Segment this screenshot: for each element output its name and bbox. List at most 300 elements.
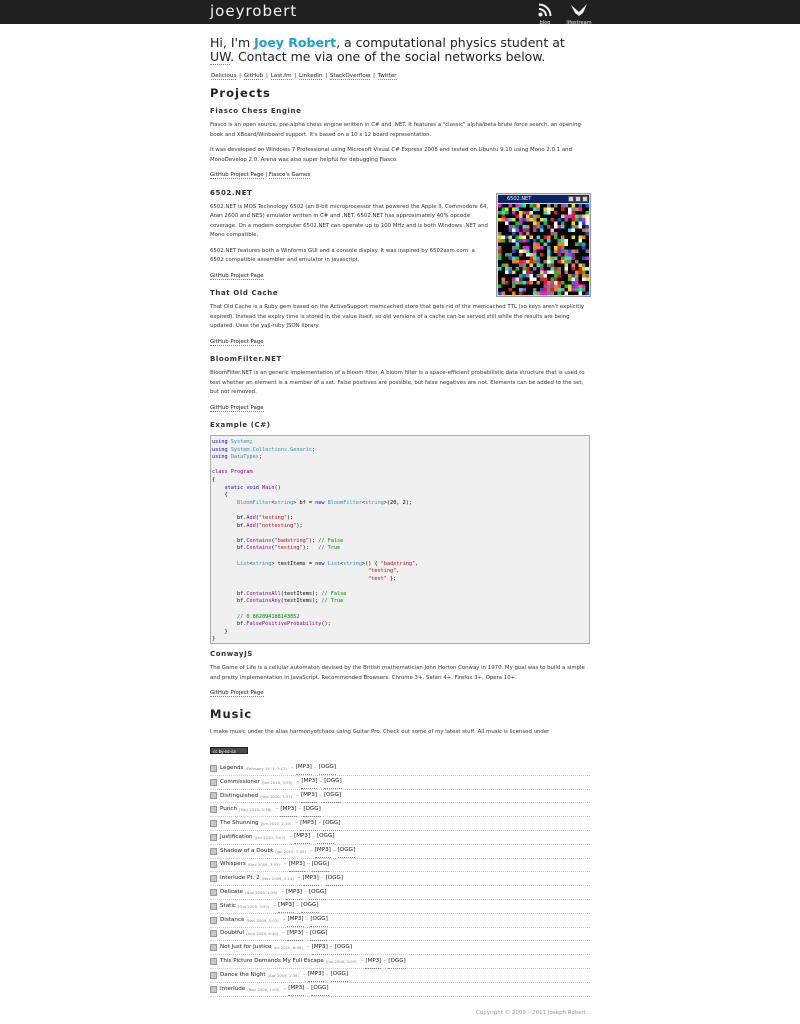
- pixel: [547, 229, 551, 233]
- pixel: [582, 264, 586, 268]
- pixel: [498, 292, 502, 296]
- pixel: [575, 243, 579, 247]
- pixel: [561, 236, 565, 240]
- pixel: [582, 260, 586, 264]
- pixel: [565, 253, 569, 257]
- pixel: [540, 285, 544, 289]
- pixel: [561, 264, 565, 268]
- pixel: [498, 204, 502, 208]
- track-mp3-link[interactable]: [MP3]: [308, 968, 324, 982]
- separator: –: [298, 806, 302, 813]
- pixel: [544, 215, 548, 219]
- pixel: [526, 274, 530, 278]
- pixel: [502, 250, 506, 254]
- pixel: [554, 274, 558, 278]
- separator: –: [305, 930, 308, 937]
- pixel: [575, 222, 579, 226]
- pixel: [568, 250, 572, 254]
- pixel: [579, 208, 583, 212]
- pixel: [519, 204, 523, 208]
- track-date: (Oct 2009, 3:32): [238, 903, 270, 909]
- pixel: [565, 285, 569, 289]
- track-date: (Jun 2008, 3:03): [325, 959, 357, 965]
- track-item: [210, 886, 590, 900]
- pixel: [509, 271, 513, 275]
- track-mp3-link[interactable]: [MP3]: [315, 844, 331, 858]
- net6502-screenshot[interactable]: [496, 193, 591, 297]
- track-mp3-link[interactable]: [MP3]: [303, 872, 319, 886]
- pixel: [526, 239, 530, 243]
- pixel: [544, 274, 548, 278]
- pixel: [519, 271, 523, 275]
- pixel: [558, 292, 562, 296]
- pixel: [498, 264, 502, 268]
- pixel: [526, 222, 530, 226]
- pixel: [516, 218, 520, 222]
- pixel: [533, 292, 537, 296]
- pixel: [519, 260, 523, 264]
- track-ogg-link[interactable]: [OGG]: [331, 968, 348, 982]
- bloom-example-title: Example (C#): [210, 421, 271, 429]
- pixel: [537, 250, 541, 254]
- cache-title: That Old Cache: [210, 289, 279, 297]
- license-badge[interactable]: cc by-nc-sa: [210, 747, 248, 754]
- separator: –: [282, 916, 286, 923]
- pixel: [565, 257, 569, 261]
- pixel: [544, 218, 548, 222]
- pixel: [572, 274, 576, 278]
- pixel: [523, 288, 527, 292]
- pixel: [572, 292, 576, 296]
- track-mp3-link[interactable]: [MP3]: [288, 982, 304, 996]
- track-mp3-link[interactable]: [MP3]: [286, 886, 302, 900]
- pixel: [565, 232, 569, 236]
- pixel: [561, 225, 565, 229]
- pixel: [558, 278, 562, 282]
- pixel: [498, 218, 502, 222]
- bloom-title: BloomFilter.NET: [210, 355, 282, 363]
- pixel: [512, 292, 516, 296]
- track-item: [210, 831, 590, 845]
- pixel: [547, 208, 551, 212]
- pixel: [558, 232, 562, 236]
- pixel: [533, 246, 537, 250]
- social-delicious[interactable]: Delicious: [211, 73, 237, 79]
- track-date: (Dec 2009, 3:53): [247, 862, 280, 868]
- track-mp3-link[interactable]: [MP3]: [301, 789, 317, 803]
- track-ogg-link[interactable]: [OGG]: [303, 803, 320, 817]
- track-ogg-link[interactable]: [OGG]: [338, 844, 355, 858]
- pixel: [498, 278, 502, 282]
- pixel: [537, 243, 541, 247]
- pixel: [526, 285, 530, 289]
- pixel: [533, 267, 537, 271]
- pixel: [568, 211, 572, 215]
- net6502-github-link[interactable]: GitHub Project Page: [210, 272, 264, 279]
- pixel: [554, 267, 558, 271]
- pixel: [519, 292, 523, 296]
- conway-github-link[interactable]: GitHub Project Page: [210, 690, 264, 696]
- pixel: [502, 229, 506, 233]
- pixel: [561, 257, 565, 261]
- separator: –: [283, 985, 287, 992]
- bloom-github-link[interactable]: GitHub Project Page: [210, 404, 264, 411]
- pixel: [509, 278, 513, 282]
- pixel: [579, 264, 583, 268]
- pixel: [516, 278, 520, 282]
- pixel: [540, 215, 544, 219]
- track-item: [210, 983, 590, 997]
- pixel: [568, 278, 572, 282]
- pixel: [498, 288, 502, 292]
- pixel: [575, 274, 579, 278]
- pixel: [502, 271, 506, 275]
- social-github[interactable]: GitHub: [243, 73, 264, 79]
- pixel: [516, 292, 520, 296]
- pixel: [533, 225, 537, 229]
- pixel: [533, 264, 537, 268]
- pixel: [551, 225, 555, 229]
- pixel: [523, 222, 527, 226]
- track-name: Delicate: [220, 889, 243, 896]
- pixel: [516, 232, 520, 236]
- pixel: [516, 243, 520, 247]
- pixel: [540, 246, 544, 250]
- pixel: [540, 288, 544, 292]
- pixel: [568, 292, 572, 296]
- pixel: [512, 222, 516, 226]
- track-mp3-link[interactable]: [MP3]: [280, 803, 296, 817]
- pixel: [575, 246, 579, 250]
- pixel: [579, 232, 583, 236]
- pixel: [547, 218, 551, 222]
- pixel: [537, 292, 541, 296]
- pixel: [554, 288, 558, 292]
- pixel: [551, 218, 555, 222]
- site-logo[interactable]: joeyrobert: [210, 2, 298, 20]
- cache-github-link[interactable]: GitHub Project Page: [210, 338, 264, 345]
- track-ogg-link[interactable]: [OGG]: [310, 913, 327, 927]
- pixel: [547, 232, 551, 236]
- nav-blog[interactable]: [533, 2, 557, 26]
- pixel: [505, 278, 509, 282]
- fiasco-github-link[interactable]: GitHub Project Page: [210, 172, 264, 178]
- pixel: [537, 274, 541, 278]
- pixel: [551, 232, 555, 236]
- track-ogg-link[interactable]: [OGG]: [323, 817, 340, 831]
- pixel: [505, 260, 509, 264]
- pixel: [540, 208, 544, 212]
- pixel: [505, 204, 509, 208]
- pixel: [565, 278, 569, 282]
- pixel: [554, 271, 558, 275]
- pixel: [505, 253, 509, 257]
- pixel: [540, 278, 544, 282]
- track-item: [210, 859, 590, 873]
- pixel: [498, 208, 502, 212]
- pixel: [558, 246, 562, 250]
- pixel: [498, 267, 502, 271]
- track-item: [210, 817, 590, 831]
- pixel: [512, 274, 516, 278]
- track-ogg-link[interactable]: [OGG]: [312, 858, 329, 872]
- pixel: [512, 260, 516, 264]
- track-ogg-link[interactable]: [OGG]: [319, 761, 336, 775]
- pixel: [544, 253, 548, 257]
- pixel: [561, 250, 565, 254]
- track-date: (Jun 2010, 2:19): [260, 821, 292, 827]
- pixel: [533, 260, 537, 264]
- separator: –: [309, 847, 313, 854]
- pixel: [533, 229, 537, 233]
- pixel: [582, 271, 586, 275]
- track-ogg-link[interactable]: [OGG]: [309, 886, 326, 900]
- pixel: [519, 264, 523, 268]
- pixel: [505, 281, 509, 285]
- pixel: [551, 264, 555, 268]
- track-ogg-link[interactable]: [OGG]: [324, 789, 341, 803]
- track-ogg-link[interactable]: [OGG]: [388, 955, 405, 969]
- pixel: [537, 288, 541, 292]
- pixel: [554, 215, 558, 219]
- top-bar: [0, 0, 800, 24]
- pixel: [502, 281, 506, 285]
- pixel: [519, 285, 523, 289]
- pixel: [523, 246, 527, 250]
- pixel: [537, 271, 541, 275]
- pixel: [512, 264, 516, 268]
- pixel: [509, 211, 513, 215]
- separator: –: [296, 902, 300, 909]
- pixel: [509, 285, 513, 289]
- pixel: [537, 267, 541, 271]
- pixel: [512, 246, 516, 250]
- pixel: [544, 281, 548, 285]
- pixel: [575, 292, 579, 296]
- pixel: [516, 285, 520, 289]
- pixel: [519, 288, 523, 292]
- pixel: [568, 236, 572, 240]
- pixel: [561, 239, 565, 243]
- track-mp3-link[interactable]: [MP3]: [287, 927, 303, 941]
- pixel: [568, 232, 572, 236]
- pixel: [516, 239, 520, 243]
- pixel: [551, 253, 555, 257]
- pixel: [537, 253, 541, 257]
- pixel: [533, 278, 537, 282]
- pixel: [561, 288, 565, 292]
- fiasco-desc-2: It was developed on Windows 7 Professional using Microsoft Visual C# Express 2008 and tested on Ubuntu 9.10 using Mono 2.0.1 and MonoDevelop 2.0. Arena was also super helpful for debugging Fiasco.: [210, 147, 573, 163]
- pixel: [544, 285, 548, 289]
- pixel: [547, 288, 551, 292]
- pixel: [558, 236, 562, 240]
- pixel: [551, 208, 555, 212]
- track-date: (Sep 2010, 3:37): [260, 793, 293, 799]
- pixel: [551, 250, 555, 254]
- separator: –: [318, 820, 322, 827]
- pixel: [523, 208, 527, 212]
- pixel: [561, 204, 565, 208]
- social-stackoverflow[interactable]: StackOverflow: [329, 73, 371, 79]
- pixel: [568, 215, 572, 219]
- pixel: [526, 229, 530, 233]
- social-lastfm[interactable]: Last.fm: [270, 73, 292, 79]
- track-ogg-link[interactable]: [OGG]: [324, 775, 341, 789]
- pixel: [530, 288, 534, 292]
- pixel: [547, 222, 551, 226]
- cache-desc: That Old Cache is a Ruby gem based on the ActiveSupport memcached store that gets rid of the memcached TTL (so keys aren't explicitly expired). Instead the expiry time is stored in the value itself, so old versions of a cache can be served still while the results are being updated. Uses the yajl-ruby JSON library.: [210, 304, 585, 329]
- track-ogg-link[interactable]: [OGG]: [326, 872, 343, 886]
- track-ogg-link[interactable]: [OGG]: [311, 982, 328, 996]
- pixel: [537, 204, 541, 208]
- pixel: [509, 218, 513, 222]
- intro-name-link[interactable]: Joey Robert: [254, 35, 337, 50]
- pixel: [575, 288, 579, 292]
- music-file-icon: [210, 792, 217, 799]
- pixel: [512, 204, 516, 208]
- track-ogg-link[interactable]: [OGG]: [335, 941, 352, 955]
- pixel: [526, 260, 530, 264]
- pixel: [558, 274, 562, 278]
- track-mp3-link[interactable]: [MP3]: [365, 955, 381, 969]
- pixel: [512, 271, 516, 275]
- track-item: [210, 803, 590, 817]
- track-ogg-link[interactable]: [OGG]: [317, 830, 334, 844]
- pixel: [498, 253, 502, 257]
- social-twitter[interactable]: Twitter: [377, 73, 397, 79]
- pixel: [537, 264, 541, 268]
- pixel: [572, 285, 576, 289]
- pixel: [516, 204, 520, 208]
- nav-lifestream[interactable]: [566, 2, 592, 26]
- pixel: [544, 257, 548, 261]
- pixel: [537, 211, 541, 215]
- track-date: (Jan 2010, 3:03): [254, 834, 286, 840]
- pixel: [579, 236, 583, 240]
- pixel: [509, 243, 513, 247]
- fiasco-links: GitHub Project Page | Fiasco's Games: [210, 172, 311, 178]
- pixel: [586, 281, 590, 285]
- track-mp3-link[interactable]: [MP3]: [289, 858, 305, 872]
- track-name: Dance the Night: [220, 971, 266, 978]
- pixel: [561, 218, 565, 222]
- rss-icon: [538, 3, 552, 17]
- track-item: [210, 914, 590, 928]
- pixel: [516, 215, 520, 219]
- pixel: [579, 225, 583, 229]
- pixel: [544, 204, 548, 208]
- social-linkedin[interactable]: LinkedIn: [298, 73, 323, 79]
- music-file-icon: [210, 875, 217, 882]
- pixel: [540, 274, 544, 278]
- pixel: [561, 232, 565, 236]
- pixel: [582, 239, 586, 243]
- track-ogg-link[interactable]: [OGG]: [301, 899, 318, 913]
- pixel: [558, 204, 562, 208]
- track-name: Justification: [220, 833, 253, 840]
- pixel: [519, 211, 523, 215]
- pixel: [544, 264, 548, 268]
- track-mp3-link[interactable]: [MP3]: [312, 941, 328, 955]
- pixel: [509, 246, 513, 250]
- pixel: [523, 239, 527, 243]
- pixel: [558, 250, 562, 254]
- music-intro: I make music under the alias harmonyofchaos using Guitar Pro. Check out some of my latest stuff. All music is licensed under: [210, 728, 550, 735]
- music-file-icon: [210, 944, 217, 951]
- conway-links: [210, 689, 590, 699]
- pixel: [586, 253, 590, 257]
- pixel: [526, 253, 530, 257]
- track-ogg-link[interactable]: [OGG]: [310, 927, 327, 941]
- track-mp3-link[interactable]: [MP3]: [300, 817, 316, 831]
- pixel: [575, 218, 579, 222]
- pixel: [554, 285, 558, 289]
- track-date: (Nov 2009, 5:03): [246, 917, 279, 923]
- fiasco-games-link[interactable]: Fiasco's Games: [268, 172, 311, 178]
- pixel: [565, 292, 569, 296]
- track-name: Interlude: [220, 985, 246, 992]
- pixel: [530, 204, 534, 208]
- intro-school[interactable]: UW: [210, 49, 231, 64]
- pixel: [547, 239, 551, 243]
- pixel: [586, 257, 590, 261]
- pixel: [516, 288, 520, 292]
- pixel: [505, 236, 509, 240]
- pixel: [544, 243, 548, 247]
- pixel: [544, 229, 548, 233]
- pixel: [537, 229, 541, 233]
- pixel: [568, 257, 572, 261]
- pixel: [526, 288, 530, 292]
- pixel: [533, 239, 537, 243]
- track-mp3-link[interactable]: [MP3]: [301, 775, 317, 789]
- pixel: [561, 267, 565, 271]
- pixel: [579, 285, 583, 289]
- track-date: (Nov 2009, 2:14): [261, 876, 294, 882]
- pixel: [565, 250, 569, 254]
- social-links: Delicious | GitHub | Last.fm | LinkedIn | StackOverflow | Twitter: [211, 73, 397, 79]
- music-heading: Music: [210, 706, 253, 721]
- pixel: [533, 215, 537, 219]
- pixel: [579, 222, 583, 226]
- separator: –: [319, 792, 322, 799]
- window-buttons: [567, 196, 588, 205]
- pixel: [558, 215, 562, 219]
- pixel: [551, 243, 555, 247]
- pixel: [526, 208, 530, 212]
- pixel: [582, 274, 586, 278]
- nav-blog-label: blog: [539, 20, 551, 26]
- track-mp3-link[interactable]: [MP3]: [294, 830, 310, 844]
- pixel: [561, 260, 565, 264]
- pixel: [547, 211, 551, 215]
- track-mp3-link[interactable]: [MP3]: [287, 913, 303, 927]
- pixel: [502, 253, 506, 257]
- pixel: [582, 288, 586, 292]
- pixel: [558, 253, 562, 257]
- conway-desc: The Game of Life is a cellular automaton devised by the British mathematician John Horton Conway in 1970. My goal was to build a simple and pretty implementation in JavaScript. Recommended Browsers: Chrome 3+, Safari 4+, Firefox 3+, Opera 10+.: [210, 665, 585, 681]
- pixel: [568, 222, 572, 226]
- pixel: [554, 253, 558, 257]
- track-mp3-link[interactable]: [MP3]: [278, 899, 294, 913]
- pixel: [582, 236, 586, 240]
- pixel: [498, 250, 502, 254]
- pixel: [547, 257, 551, 261]
- pixel: [526, 236, 530, 240]
- pixel: [512, 253, 516, 257]
- pixel: [558, 264, 562, 268]
- track-mp3-link[interactable]: [MP3]: [296, 761, 312, 775]
